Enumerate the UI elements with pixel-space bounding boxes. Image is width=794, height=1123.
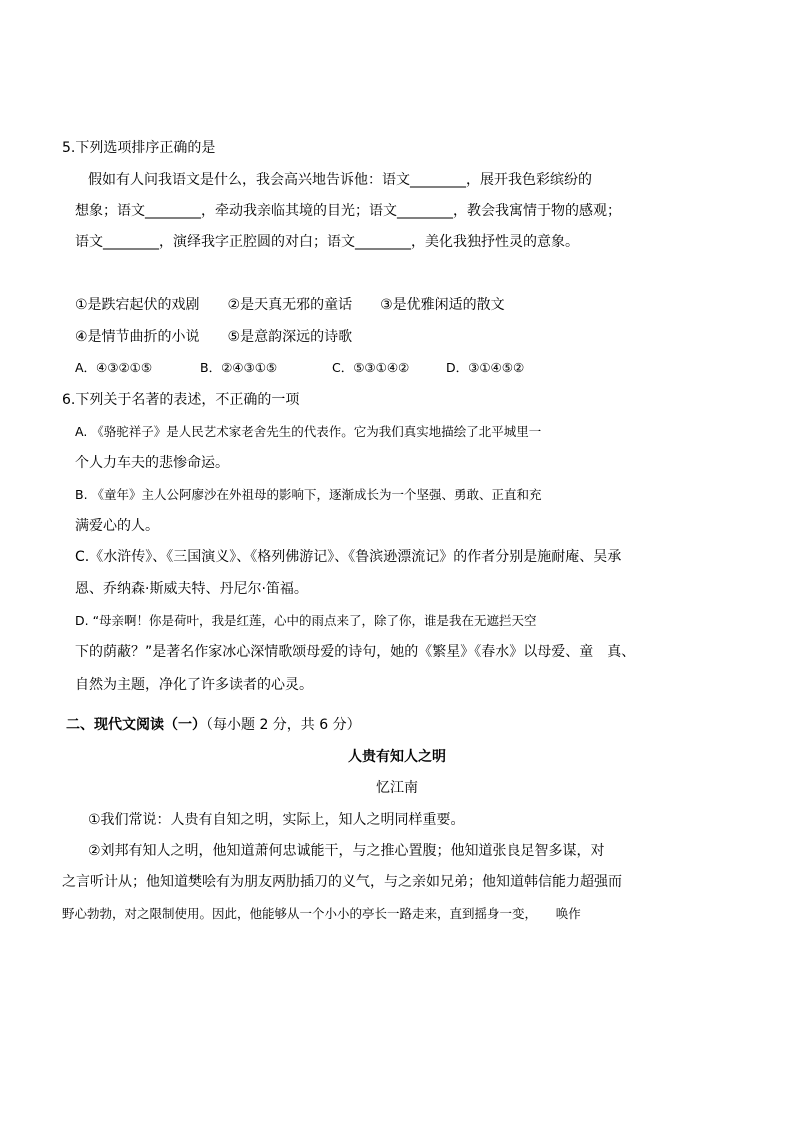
q5-passage-line-1: 假如有人问我语文是什么，我会高兴地告诉他：语文________，展开我色彩缤纷的 [88, 172, 592, 188]
paragraph-2-line-2: 之言听计从；他知道樊哙有为朋友两肋插刀的义气，与之亲如兄弟；他知道韩信能力超强而 [62, 874, 622, 890]
q6-option-a-line-2: 个人力车夫的悲惨命运。 [75, 455, 229, 471]
paragraph-2-line-1: ②刘邦有知人之明，他知道萧何忠诚能干，与之推心置腹；他知道张良足智多谋，对 [88, 843, 605, 859]
q5-option-d: D．③①④⑤② [446, 360, 525, 375]
q5-passage-line-3: 语文________，演绎我字正腔圆的对白；语文________，美化我独抒性灵的意象。 [75, 234, 579, 250]
paragraph-2-line-3: 野心勃勃，对之限制使用。因此，他能够从一个小小的亭长一路走来，直到摇身一变， 唤作 [62, 906, 581, 921]
q5-option-a: A．④③②①⑤ [75, 360, 153, 375]
q6-option-b-line-2: 满爱心的人。 [75, 518, 159, 534]
article-author: 忆江南 [376, 780, 418, 796]
q5-option-c: C．⑤③①④② [332, 360, 410, 375]
q6-option-c-line-2: 恩、乔纳森·斯威夫特、丹尼尔·笛福。 [75, 581, 308, 597]
section-heading-main: 二、现代文阅读（一） [66, 717, 206, 733]
q5-passage-line-2: 想象；语文________，牵动我亲临其境的目光；语文________，教会我寓情于物的感观； [75, 203, 621, 219]
section-heading-note: （每小题 2 分，共 6 分） [206, 717, 361, 733]
q6-option-a-line-1: A. 《骆驼祥子》是人民艺术家老舍先生的代表作。它为我们真实地描绘了北平城里一 [75, 424, 542, 439]
q6-option-d-line-2: 下的荫蔽？”是著名作家冰心深情歌颂母爱的诗句，她的《繁星》《春水》以母爱、童 真、 [75, 644, 636, 660]
q6-option-d-line-1: D. “母亲啊！你是荷叶，我是红莲，心中的雨点来了，除了你，谁是我在无遮拦天空 [75, 613, 537, 628]
q5-items-line-1: ①是跌宕起伏的戏剧 ②是天真无邪的童话 ③是优雅闲适的散文 [75, 297, 505, 313]
q5-items-line-2: ④是情节曲折的小说 ⑤是意韵深远的诗歌 [75, 329, 353, 345]
q6-option-d-line-3: 自然为主题，净化了许多读者的心灵。 [75, 677, 313, 693]
section-heading [66, 716, 361, 734]
q5-option-b: B．②④③①⑤ [200, 360, 278, 375]
paragraph-1-line-1: ①我们常说：人贵有自知之明，实际上，知人之明同样重要。 [88, 812, 465, 828]
article-title: 人贵有知人之明 [348, 749, 446, 765]
q6-option-b-line-1: B. 《童年》主人公阿廖沙在外祖母的影响下，逐渐成长为一个坚强、勇敢、正直和充 [75, 487, 542, 502]
q6-stem: 6.下列关于名著的表述，不正确的一项 [62, 392, 300, 408]
q5-stem: 5.下列选项排序正确的是 [62, 140, 216, 156]
q6-option-c-line-1: C.《水浒传》、《三国演义》、《格列佛游记》、《鲁滨逊漂流记》的作者分别是施耐庵、吴承 [75, 549, 622, 565]
